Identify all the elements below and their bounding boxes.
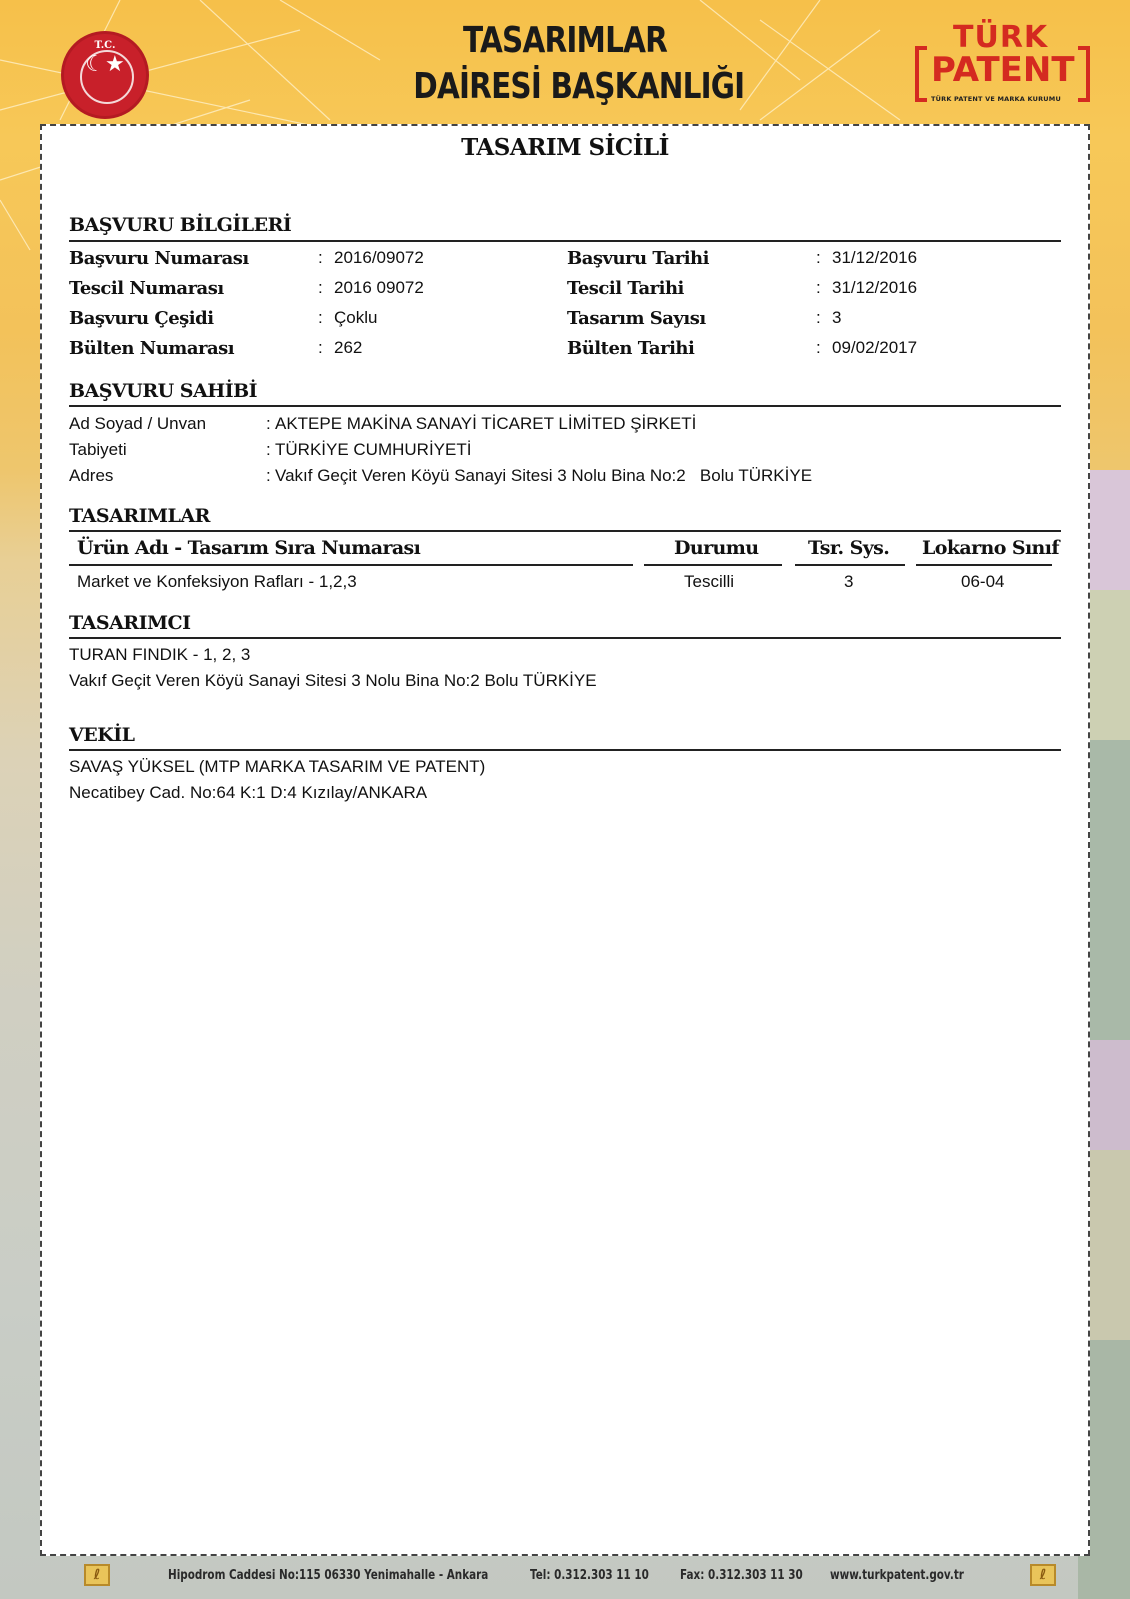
section-title-attorney: VEKİL	[69, 724, 135, 746]
label-application-number: Başvuru Numarası	[69, 248, 249, 269]
design-row-locarno: 06-04	[961, 572, 1005, 591]
turk-patent-logo	[915, 20, 1090, 105]
value-address: Vakıf Geçit Veren Köyü Sanayi Sitesi 3 Nolu Bina No:2 Bolu TÜRKİYE	[275, 466, 813, 485]
footer-fax: Fax: 0.312.303 11 30	[680, 1568, 803, 1583]
value-design-count: 3	[832, 308, 842, 327]
section-title-applicant: BAŞVURU SAHİBİ	[69, 380, 258, 402]
attorney-name: SAVAŞ YÜKSEL (MTP MARKA TASARIM VE PATENT)	[69, 757, 486, 776]
value-application-type: Çoklu	[334, 308, 378, 327]
label-design-count: Tasarım Sayısı	[567, 308, 706, 329]
logo-word-turk: TÜRK	[953, 20, 1049, 55]
footer-address: Hipodrom Caddesi No:115 06330 Yenimahalle - Ankara	[168, 1568, 489, 1583]
designs-col-locarno: Lokarno Sınıf	[922, 537, 1059, 559]
design-row-status: Tescilli	[684, 572, 735, 591]
logo-word-patent: PATENT	[931, 50, 1075, 90]
designs-col-status: Durumu	[674, 537, 759, 559]
value-bulletin-number: 262	[334, 338, 363, 357]
tc-seal-logo: T.C. ☾★	[64, 34, 146, 116]
value-registration-date: 31/12/2016	[832, 278, 918, 297]
attorney-address: Necatibey Cad. No:64 K:1 D:4 Kızılay/ANKARA	[69, 783, 428, 802]
value-application-number: 2016/09072	[334, 248, 424, 267]
design-row-count: 3	[844, 572, 854, 591]
label-nationality: Tabiyeti	[69, 440, 127, 459]
section-rule	[69, 530, 1061, 532]
seal-text: T.C.	[94, 40, 116, 51]
section-rule	[69, 240, 1061, 242]
label-bulletin-date: Bülten Tarihi	[567, 338, 695, 359]
section-title-application-info: BAŞVURU BİLGİLERİ	[69, 214, 292, 236]
value-bulletin-date: 09/02/2017	[832, 338, 918, 357]
label-application-type: Başvuru Çeşidi	[69, 308, 214, 329]
footer-web: www.turkpatent.gov.tr	[830, 1568, 964, 1583]
label-application-date: Başvuru Tarihi	[567, 248, 709, 269]
value-application-date: 31/12/2016	[832, 248, 918, 267]
section-rule	[69, 749, 1061, 751]
section-rule	[69, 637, 1061, 639]
department-title-line1: TASARIMLAR	[462, 20, 668, 61]
design-row-product: Market ve Konfeksiyon Rafları - 1,2,3	[77, 572, 357, 591]
value-nationality: TÜRKİYE CUMHURİYETİ	[275, 440, 472, 459]
value-applicant-name: AKTEPE MAKİNA SANAYİ TİCARET LİMİTED ŞİRKETİ	[275, 414, 697, 433]
column-rule	[795, 564, 905, 566]
department-title	[413, 18, 745, 110]
designs-col-count: Tsr. Sys.	[808, 537, 890, 559]
column-rule	[644, 564, 782, 566]
value-registration-number: 2016 09072	[334, 278, 424, 297]
footer-emblem-icon: ℓ	[1030, 1564, 1056, 1586]
footer-tel: Tel: 0.312.303 11 10	[530, 1568, 649, 1583]
designer-name: TURAN FINDIK - 1, 2, 3	[69, 645, 251, 664]
logo-subtitle: TÜRK PATENT VE MARKA KURUMU	[931, 95, 1061, 103]
designer-address: Vakıf Geçit Veren Köyü Sanayi Sitesi 3 Nolu Bina No:2 Bolu TÜRKİYE	[69, 671, 597, 690]
department-title-line2: DAİRESİ BAŞKANLIĞI	[413, 66, 745, 107]
label-registration-date: Tescil Tarihi	[567, 278, 684, 299]
column-rule	[69, 564, 633, 566]
label-applicant-name: Ad Soyad / Unvan	[69, 414, 207, 433]
section-title-designs: TASARIMLAR	[69, 505, 210, 527]
page-footer	[0, 1560, 1130, 1599]
label-bulletin-number: Bülten Numarası	[69, 338, 235, 359]
designs-col-product: Ürün Adı - Tasarım Sıra Numarası	[77, 537, 421, 559]
section-rule	[69, 405, 1061, 407]
footer-emblem-icon: ℓ	[84, 1564, 110, 1586]
label-address: Adres	[69, 466, 114, 485]
column-rule	[916, 564, 1052, 566]
section-title-designer: TASARIMCI	[69, 612, 191, 634]
label-registration-number: Tescil Numarası	[69, 278, 224, 299]
document-title: TASARIM SİCİLİ	[461, 134, 669, 161]
